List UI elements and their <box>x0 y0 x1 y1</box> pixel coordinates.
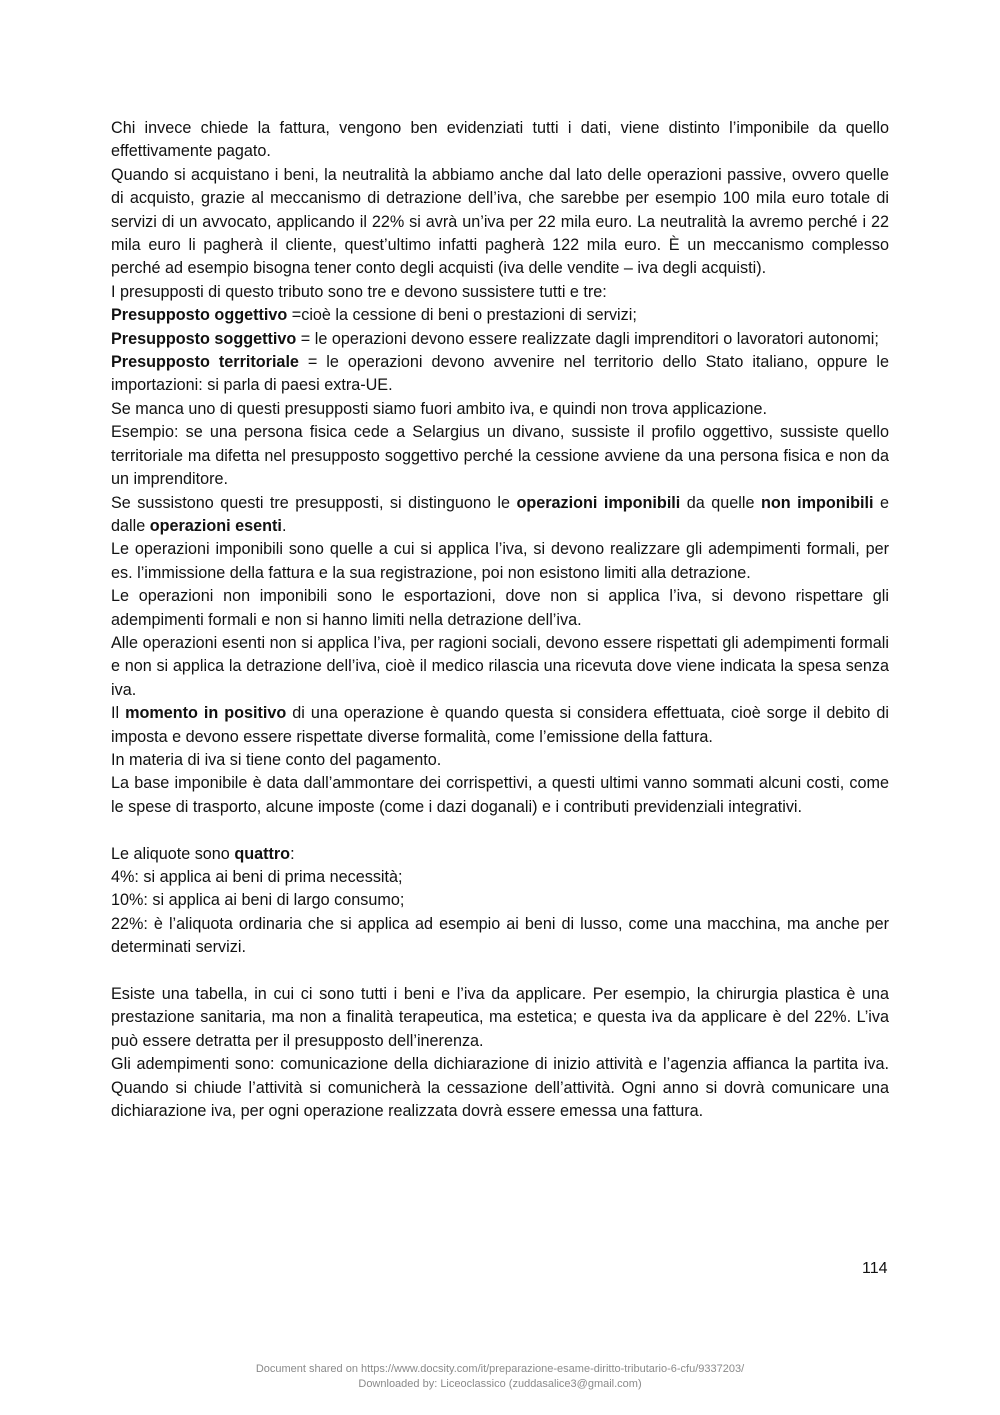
text-segment: Esiste una tabella, in cui ci sono tutti i beni e l’iva da applicare. Per esempio, la chirurgia plastica è una prestazione sanitaria, ma non a finalità terapeutica, ma estetica; e questa iva da applicare è del 22%. L’iva può essere detratta per il presupposto dell’inerenza. <box>111 985 889 1050</box>
paragraph <box>111 866 889 889</box>
paragraph <box>111 328 889 351</box>
paragraph <box>111 304 889 327</box>
paragraph <box>111 281 889 304</box>
paragraph <box>111 1053 889 1123</box>
paragraph-spacer <box>111 819 889 842</box>
text-segment: La base imponibile è data dall’ammontare dei corrispettivi, a questi ultimi vanno sommati alcuni costi, come le spese di trasporto, alcune imposte (come i dazi doganali) e i contributi previdenziali integrativi. <box>111 774 889 816</box>
text-segment: di una operazione è quando questa si considera effettuata, cioè sorge il debito di imposta e devono essere rispettate diverse formalità, come l’emissione della fattura. <box>111 704 890 746</box>
bold-term: Presupposto oggettivo <box>111 306 288 325</box>
text-segment: Le aliquote sono <box>111 844 235 863</box>
text-segment: I presupposti di questo tributo sono tre e devono sussistere tutti e tre: <box>111 282 607 301</box>
text-segment: = le operazioni devono essere realizzate dagli imprenditori o lavoratori autonomi; <box>296 329 879 348</box>
paragraph <box>111 843 889 866</box>
text-segment: : <box>290 844 295 863</box>
text-segment: 22%: è l’aliquota ordinaria che si applica ad esempio ai beni di lusso, come una macchina, ma anche per determinati servizi. <box>111 914 889 957</box>
text-segment: Alle operazioni esenti non si applica l’iva, per ragioni sociali, devono essere rispettati gli adempimenti formali e non si applica la detrazione dell’iva, cioè il medico rilascia una ricevuta dove viene indicata la spesa senza iva. <box>111 633 889 699</box>
text-segment: Chi invece chiede la fattura, vengono ben evidenziati tutti i dati, viene distinto l’imponibile da quello effettivamente pagato. <box>111 119 889 161</box>
paragraph <box>111 772 889 819</box>
paragraph <box>111 913 889 960</box>
text-segment: Se manca uno di questi presupposti siamo fuori ambito iva, e quindi non trova applicazione. <box>111 399 767 418</box>
paragraph <box>111 749 889 772</box>
bold-term: non imponibili <box>760 493 874 512</box>
paragraph <box>111 117 889 164</box>
text-segment: In materia di iva si tiene conto del pagamento. <box>111 750 442 769</box>
paragraph <box>111 538 889 585</box>
paragraph <box>111 164 889 281</box>
text-segment: Le operazioni imponibili sono quelle a cui si applica l’iva, si devono realizzare gli adempimenti formali, per es. l’immissione della fattura e la sua registrazione, poi non esistono limiti alla detrazione. <box>111 540 889 582</box>
paragraph <box>111 983 889 1053</box>
text-segment: Quando si acquistano i beni, la neutralità la abbiamo anche dal lato delle operazioni passive, ovvero quelle di acquisto, grazie al meccanismo di detrazione dell’iva, che sarebbe per esempio 100 mila euro totale di servizi di un avvocato, applicando il 22% si avrà un’iva per 22 mila euro. La neutralità la avremo perché i 22 mila euro li pagherà il cliente, quest’ultimo infatti pagherà 122 mila euro. È un meccanismo complesso perché ad esempio bisogna tener conto degli acquisti (iva delle vendite – iva degli acquisti). <box>111 165 889 278</box>
paragraph-spacer <box>111 960 889 983</box>
paragraph <box>111 351 889 398</box>
text-segment: Se sussistono questi tre presupposti, si distinguono le <box>111 493 517 512</box>
document-footer <box>0 1362 1000 1392</box>
text-segment: = le operazioni devono avvenire nel territorio dello Stato italiano, oppure le importazioni: si parla di paesi extra-UE. <box>111 353 889 395</box>
bold-term: Presupposto soggettivo <box>111 329 297 348</box>
paragraph <box>111 585 889 632</box>
text-segment: Gli adempimenti sono: comunicazione della dichiarazione di inizio attività e l’agenzia affianca la partita iva. Quando si chiude l’attività si comunicherà la cessazione dell’attività. Ogni anno si dovrà comunicare una dichiarazione iva, per ogni operazione realizzata dovrà essere emessa una fattura. <box>111 1055 889 1121</box>
text-segment: 10%: si applica ai beni di largo consumo; <box>111 891 405 910</box>
text-segment: Le operazioni non imponibili sono le esportazioni, dove non si applica l’iva, si devono rispettare gli adempimenti formali e non si hanno limiti nella detrazione dell’iva. <box>111 587 889 629</box>
bold-term: Presupposto territoriale <box>111 353 299 372</box>
text-segment: Esempio: se una persona fisica cede a Selargius un divano, sussiste il profilo oggettivo, sussiste quello territoriale ma difetta nel presupposto soggettivo perché la cessione avviene da una persona fisica e non da un imprenditore. <box>111 423 889 489</box>
bold-term: operazioni esenti <box>149 516 282 535</box>
page-number: 114 <box>862 1260 888 1277</box>
paragraph <box>111 398 889 421</box>
paragraph <box>111 632 889 702</box>
paragraph <box>111 421 889 491</box>
text-segment: Il <box>111 704 126 723</box>
text-segment: . <box>281 516 287 535</box>
footer-shared-line: Document shared on https://www.docsity.com/it/preparazione-esame-diritto-tributario-6-cfu/9337203/ <box>255 1363 745 1375</box>
text-segment: da quelle <box>680 493 761 512</box>
text-segment: =cioè la cessione di beni o prestazioni di servizi; <box>287 306 637 325</box>
bold-term: momento in positivo <box>125 704 287 723</box>
paragraph <box>111 492 889 539</box>
text-segment: e dalle <box>111 493 890 535</box>
page-body <box>111 117 889 1123</box>
paragraph <box>111 702 889 749</box>
paragraph <box>111 889 889 912</box>
text-segment: 4%: si applica ai beni di prima necessità; <box>111 867 403 886</box>
bold-term: quattro <box>234 844 291 863</box>
footer-downloaded-line: Downloaded by: Liceoclassico (zuddasalice3@gmail.com) <box>358 1378 642 1390</box>
bold-term: operazioni imponibili <box>516 493 681 512</box>
